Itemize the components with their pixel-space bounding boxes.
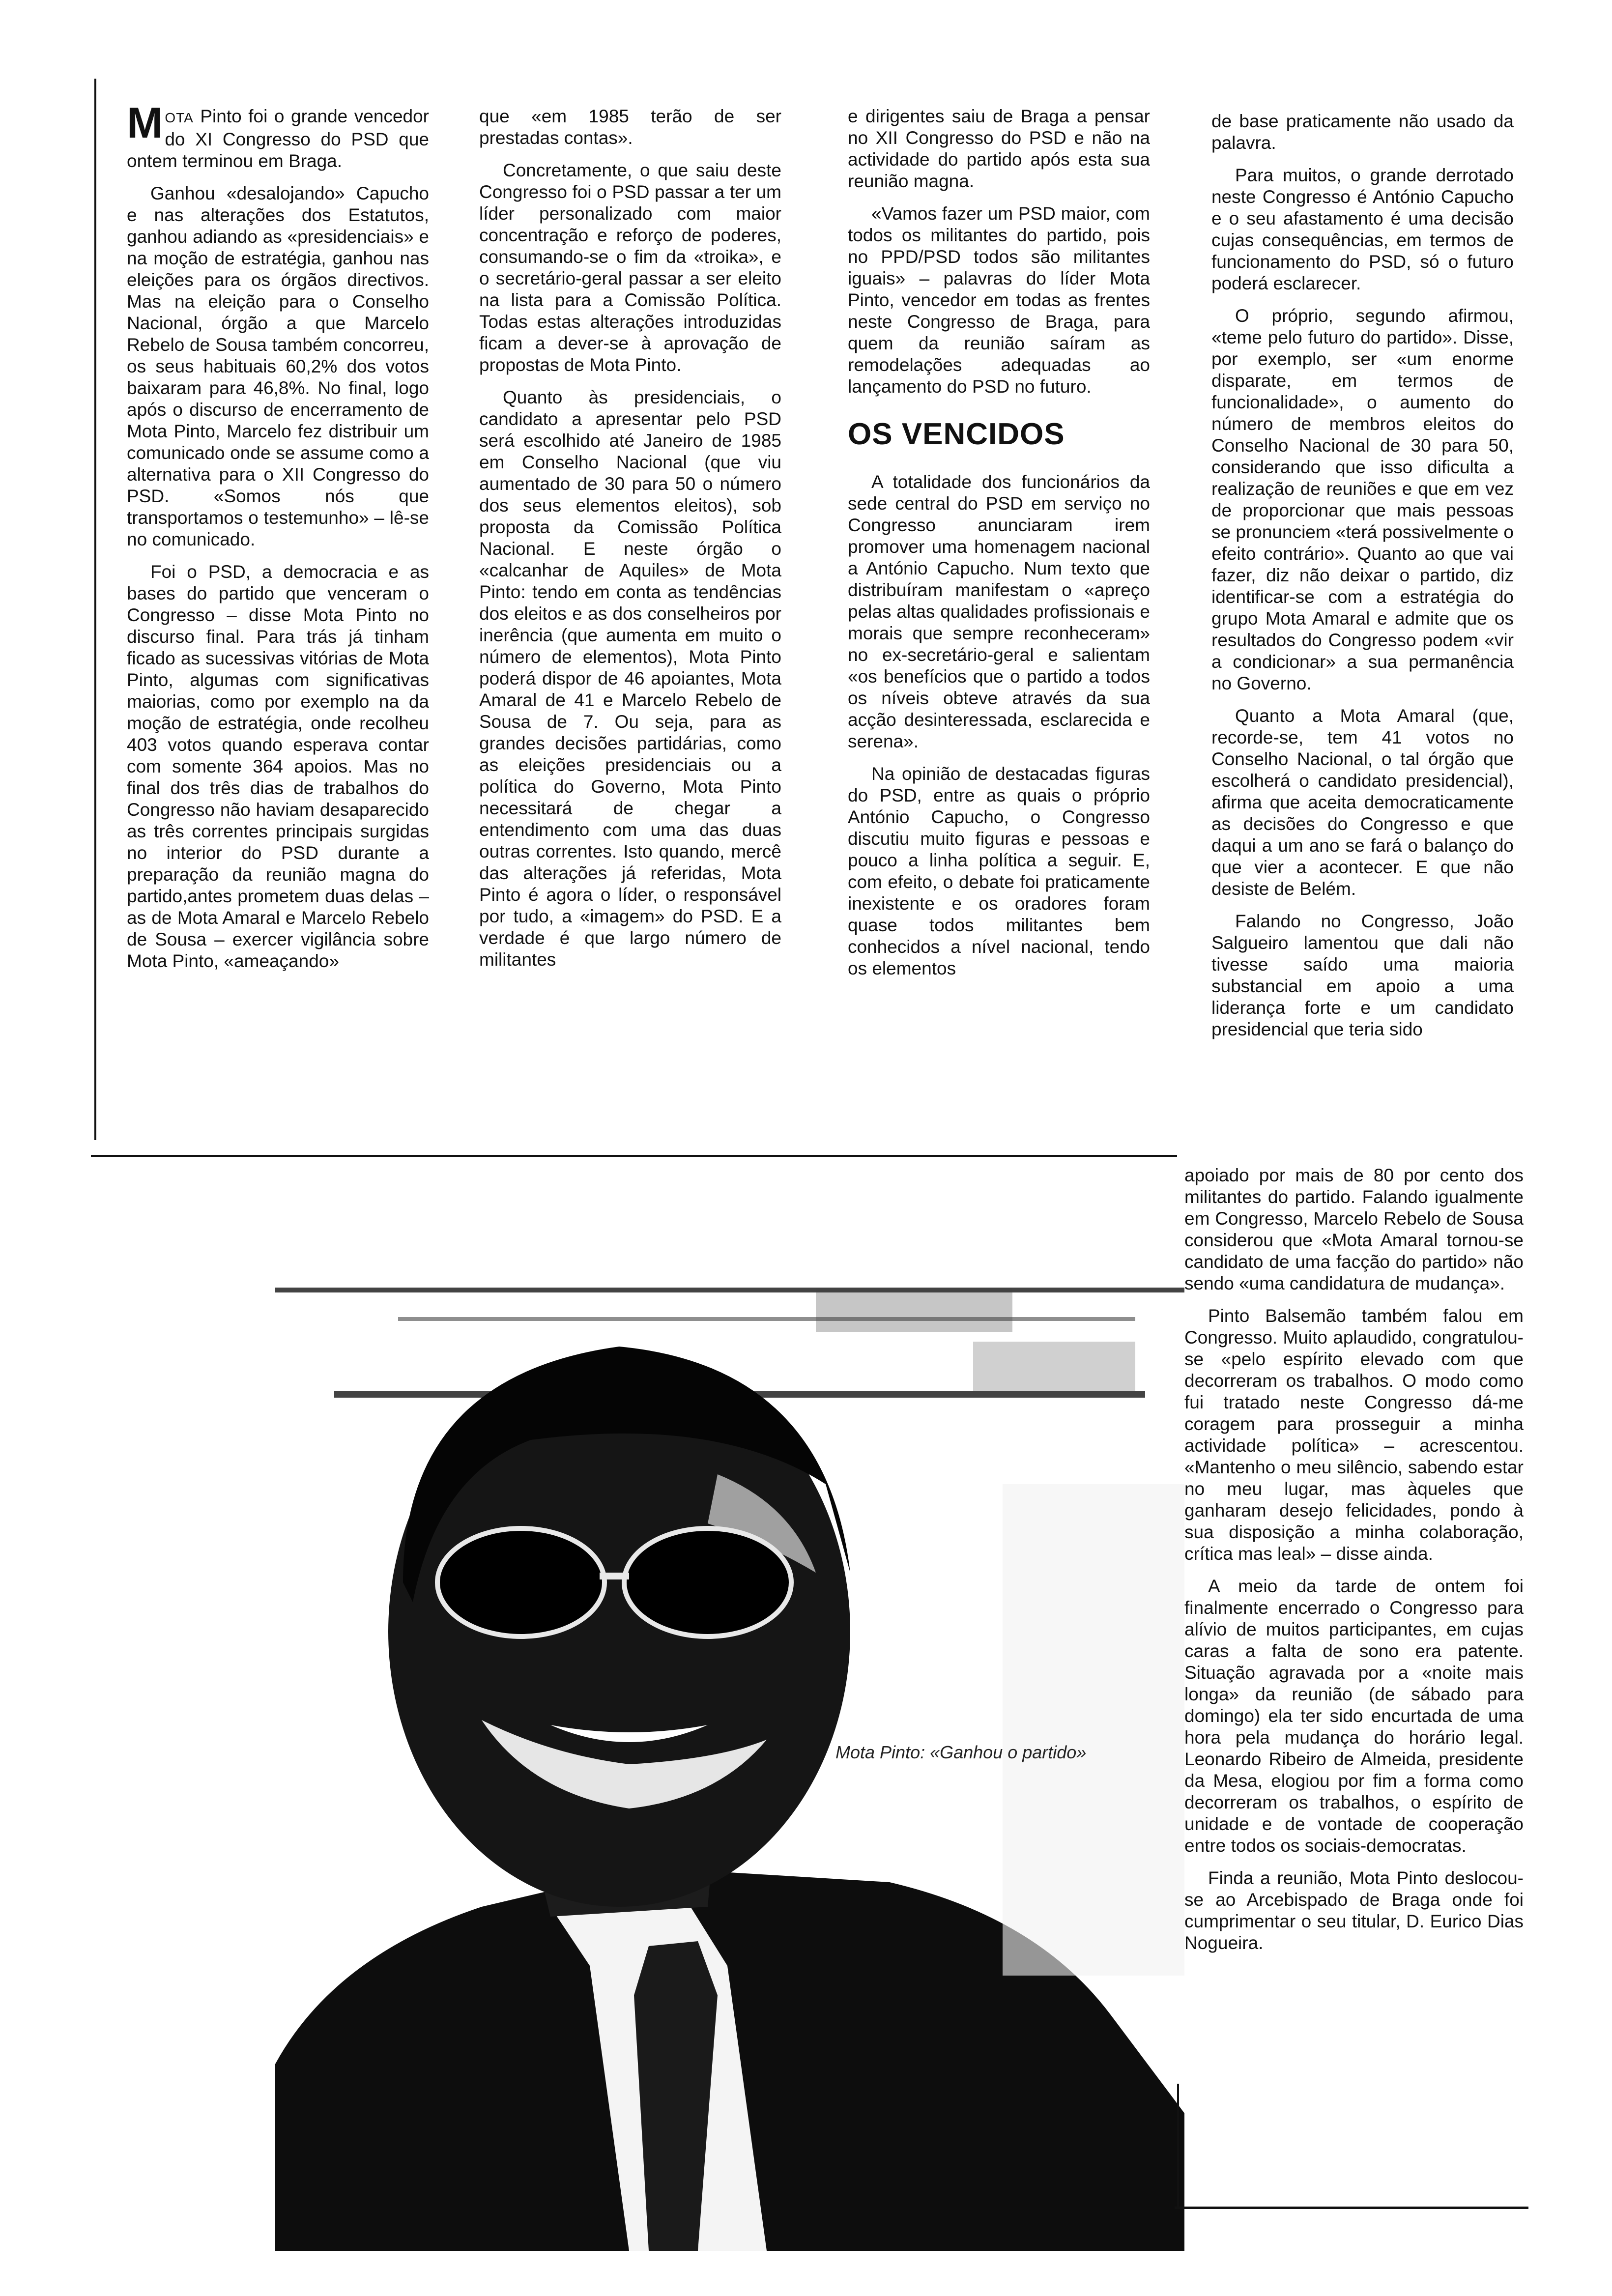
portrait-illustration	[275, 1229, 1184, 2251]
section-heading: OS VENCIDOS	[848, 417, 1065, 451]
paragraph: Quanto às presidenciais, o candidato a apresentar pelo PSD será escolhido até Janeiro de 1985 em Conselho Nacional (que viu aumentado de 30 para 50 o número dos seus elementos eleitos), sob proposta da Comissão Política Nacional. E neste órgão o «calcanhar de Aquiles» de Mota Pinto: tendo em conta as tendências dos eleitos e as dos conselheiros por inerência (que aumenta em muito o número de elementos), Mota Pinto poderá dispor de 46 apoiantes, Mota Amaral de 41 e Marcelo Rebelo de Sousa de 7. Ou seja, para as grandes decisões partidárias, como as eleições presidenciais ou a política do Governo, Mota Pinto necessitará de chegar a entendimento com uma das duas outras correntes. Isto quando, mercê das alterações já referidas, Mota Pinto é agora o líder, o responsável por tudo, a «imagem» do PSD. E a verdade é que largo número de militantes	[479, 387, 781, 970]
paragraph: que «em 1985 terão de ser prestadas contas».	[479, 106, 781, 148]
paragraph: Para muitos, o grande derrotado neste Congresso é António Capucho e o seu afastamento é uma decisão cujas consequências, em termos de funcionamento do PSD, só o futuro poderá esclarecer.	[1211, 165, 1514, 293]
paragraph: Quanto a Mota Amaral (que, recorde-se, tem 41 votos no Conselho Nacional, o tal órgão que escolherá o candidato presidencial), afirma que aceita democraticamente as decisões do Congresso e que daqui a um ano se fará o balanço do que vier a acontecer. E que não desiste de Belém.	[1211, 706, 1514, 899]
paragraph: «Vamos fazer um PSD maior, com todos os militantes do partido, pois no PPD/PSD todos são militantes iguais» – palavras do líder Mota Pinto, vencedor em todas as frentes neste Congresso de Braga, para quem da reunião saíram as remodelações adequadas ao lançamento do PSD no futuro.	[848, 203, 1150, 397]
corner-rule	[1177, 2084, 1179, 2207]
paragraph: Falando no Congresso, João Salgueiro lamentou que dali não tivesse saído uma maioria substancial em apoio a uma liderança forte e um candidato presidencial que teria sido	[1211, 911, 1514, 1039]
horizontal-rule	[91, 1155, 1177, 1157]
article-column-1	[127, 98, 429, 983]
portrait-photo	[275, 1229, 1184, 2251]
article-lead-paragraph	[127, 98, 429, 172]
paragraph: Concretamente, o que saiu deste Congresso foi o PSD passar a ter um líder personalizado com maior concentração e reforço de poderes, consumando-se o fim da «troika», e o secretário-geral passar a ser eleito na lista para a Comissão Política. Todas estas alterações introduzidas ficam a dever-se à aprovação de propostas de Mota Pinto.	[479, 160, 781, 375]
paragraph: Ganhou «desalojando» Capucho e nas alterações dos Estatutos, ganhou adiando as «presidenciais» e na moção de estratégia, ganhou nas eleições para os órgãos directivos. Mas na eleição para o Conselho Nacional, órgão a que Marcelo Rebelo de Sousa também concorreu, os seus habituais 60,2% dos votos baixaram para 46,8%. No final, logo após o discurso de encerramento de Mota Pinto, Marcelo fez distribuir um comunicado onde se assume como a alternativa para o XII Congresso do PSD. «Somos nós que transportamos o testemunho» – lê-se no comunicado.	[127, 183, 429, 549]
drop-cap: M	[127, 98, 163, 147]
article-column-2	[479, 106, 781, 981]
paragraph: A totalidade dos funcionários da sede central do PSD em serviço no Congresso anunciaram irem promover uma homenagem nacional a António Capucho. Num texto que distribuíram manifestam o «apreço pelas altas qualidades profissionais e morais que sempre reconheceram» no ex-secretário-geral e salientam «os benefícios que o partido a todos os níveis obteve através da sua acção desinteressada, esclarecida e serena».	[848, 472, 1150, 751]
paragraph: Pinto Balsemão também falou em Congresso. Muito aplaudido, congratulou-se «pelo espírito elevado com que decorreram os trabalhos. O modo como fui tratado neste Congresso dá-me coragem para prosseguir a minha actividade política» – acrescentou. «Mantenho o meu silêncio, sabendo estar no meu lugar, mas àqueles que ganharam desejo felicidades, pondo à sua disposição a minha colaboração, crítica mas leal» – disse ainda.	[1184, 1306, 1524, 1564]
article-column-5	[1184, 1165, 1524, 1965]
paragraph: apoiado por mais de 80 por cento dos militantes do partido. Falando igualmente em Congresso, Marcelo Rebelo de Sousa considerou que «Mota Amaral tornou-se candidato de uma facção do partido» não sendo «uma candidatura de mudança».	[1184, 1165, 1524, 1293]
article-column-3	[848, 106, 1150, 990]
paragraph: Foi o PSD, a democracia e as bases do partido que venceram o Congresso – disse Mota Pinto no discurso final. Para trás já tinham ficado as sucessivas vitórias de Mota Pinto, algumas com significativas maiorias, como por exemplo na da moção de estratégia, onde recolheu 403 votos quando esperava contar com somente 364 apoios. Mas no final dos três dias de trabalhos do Congresso não haviam desaparecido as três correntes principais surgidas no interior do PSD durante a preparação da reunião magna do partido,antes prometem duas delas – as de Mota Amaral e Marcelo Rebelo de Sousa – exercer vigilância sobre Mota Pinto, «ameaçando»	[127, 562, 429, 971]
lead-text: Pinto foi o grande vencedor do XI Congresso do PSD que ontem terminou em Braga.	[127, 106, 429, 171]
paragraph: Finda a reunião, Mota Pinto deslocou-se ao Arcebispado de Braga onde foi cumprimentar o seu titular, D. Eurico Dias Nogueira.	[1184, 1868, 1524, 1953]
paragraph: de base praticamente não usado da palavra.	[1211, 111, 1514, 153]
paragraph: e dirigentes saiu de Braga a pensar no XII Congresso do PSD e não na actividade do partido após esta sua reunião magna.	[848, 106, 1150, 191]
photo-caption: Mota Pinto: «Ganhou o partido»	[835, 1742, 1087, 1762]
paragraph: Na opinião de destacadas figuras do PSD, entre as quais o próprio António Capucho, o Congresso discutiu muito figuras e pessoas e pouco a linha política a seguir. E, com efeito, o debate foi praticamente inexistente e os oradores foram quase todos militantes bem conhecidos a nível nacional, tendo os elementos	[848, 764, 1150, 978]
paragraph: O próprio, segundo afirmou, «teme pelo futuro do partido». Disse, por exemplo, ser «um enorme disparate, em termos de funcionalidade», o aumento do número de membros eleitos do Conselho Nacional de 30 para 50, considerando que isso dificulta a realização de reuniões e que em vez de proporcionar que mais pessoas se pronunciem «terá possivelmente o efeito contrário». Quanto ao que vai fazer, diz não deixar o partido, diz identificar-se com a estratégia do grupo Mota Amaral e admite que os resultados do Congresso podem «vir a condicionar» a sua permanência no Governo.	[1211, 306, 1514, 693]
bottom-rule	[1175, 2207, 1528, 2209]
lead-word: OTA	[165, 110, 194, 125]
paragraph: A meio da tarde de ontem foi finalmente encerrado o Congresso para alívio de muitos participantes, em cujas caras a falta de sono era patente. Situação agravada por a «noite mais longa» da reunião (de sábado para domingo) ela ter sido encurtada de uma hora pela mudança do horário legal. Leonardo Ribeiro de Almeida, presidente da Mesa, elogiou por fim a forma como decorreram os trabalhos, o espírito de unidade e de vontade de cooperação entre todos os sociais-democratas.	[1184, 1576, 1524, 1856]
article-column-4	[1211, 111, 1514, 1051]
left-column-rule	[94, 79, 96, 1140]
